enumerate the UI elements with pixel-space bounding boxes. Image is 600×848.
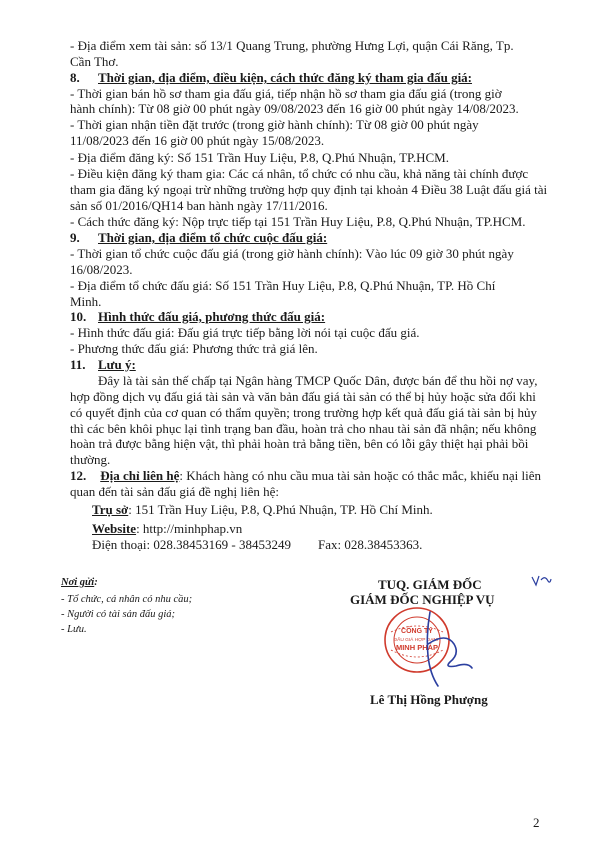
item8-line: - Điều kiện đăng ký tham gia: Các cá nhân, tổ chức có nhu cầu, khả năng tài chính được: [70, 166, 529, 181]
recipient-item: - Lưu.: [61, 624, 87, 635]
item12-line-1: [70, 468, 541, 484]
item11-line: thường.: [70, 452, 111, 467]
signature-mark: [416, 604, 476, 694]
item12-text-2: quan đến tài sản đấu giá đề nghị liên hệ:: [70, 484, 280, 499]
item7-line-2: Cần Thơ.: [70, 54, 119, 69]
seal-line-2: ĐẤU GIÁ HỢP DANH: [393, 638, 441, 643]
seal-line-1: CÔNG TY: [401, 628, 433, 635]
item7-line-1: - Địa điểm xem tài sản: số 13/1 Quang Trung, phường Hưng Lợi, quận Cái Răng, Tp.: [70, 38, 514, 53]
recipients-title-colon: :: [94, 577, 98, 588]
item12-number: 12.: [70, 468, 87, 483]
seal-line-3: MINH PHÁP: [395, 643, 439, 652]
item10-line: - Hình thức đấu giá: Đấu giá trực tiếp bằng lời nói tại cuộc đấu giá.: [70, 325, 420, 340]
item8-line: - Thời gian bán hồ sơ tham gia đấu giá, tiếp nhận hồ sơ tham gia đấu giá (trong giờ: [70, 86, 502, 101]
item12-heading: Địa chỉ liên hệ: [100, 468, 180, 483]
item8-line: tham gia đăng ký ngoại trừ những trường hợp quy định tại khoản 4 Điều 38 Luật đấu giá tài: [70, 182, 548, 197]
item11-line: thì các bên khôi phục lại tình trạng ban đầu, hoàn trả cho nhau tài sản đã nhận; nếu không: [70, 421, 537, 436]
office-line: [92, 502, 433, 518]
item10-number: 10.: [70, 309, 87, 324]
website-line: [92, 521, 242, 537]
item9-number: 9.: [70, 230, 80, 245]
recipients-title: [61, 576, 98, 589]
office-label: Trụ sở: [92, 502, 129, 517]
item11-number: 11.: [70, 357, 86, 372]
item11-line: hợp đồng dịch vụ đấu giá tài sản và văn bản đấu giá tài sản có thể bị hủy hoặc sửa đổi khi: [70, 389, 536, 404]
item11-line: hoàn trả được bằng hiện vật, thì phải hoàn trả bằng tiền, bên có lỗi gây thiệt hại phải bồi: [70, 436, 529, 451]
page-number: 2: [533, 815, 540, 830]
item9-line: 16/08/2023.: [70, 262, 133, 277]
item8-line: - Cách thức đăng ký: Nộp trực tiếp tại 151 Trần Huy Liệu, P.8, Q.Phú Nhuận, TP.HCM.: [70, 214, 526, 229]
item8-line: hành chính): Từ 08 giờ 00 phút ngày 09/08/2023 đến 16 giờ 00 phút ngày 14/08/2023.: [70, 101, 519, 116]
signer-name: Lê Thị Hồng Phượng: [370, 692, 488, 707]
item8-line: 11/08/2023 đến 16 giờ 00 phút ngày 15/08/2023.: [70, 133, 325, 148]
item8-line: - Thời gian nhận tiền đặt trước (trong giờ hành chính): Từ 08 giờ 00 phút ngày: [70, 117, 479, 132]
fax: Fax: 028.38453363.: [318, 537, 423, 552]
recipient-item: - Tổ chức, cá nhân có nhu cầu;: [61, 594, 193, 605]
website-value[interactable]: : http://minhphap.vn: [136, 521, 243, 536]
phone: Điện thoại: 028.38453169 - 38453249: [92, 537, 291, 552]
recipient-item: - Người có tài sản đấu giá;: [61, 609, 175, 620]
item11-heading: Lưu ý:: [98, 357, 136, 372]
item9-line: - Thời gian tổ chức cuộc đấu giá (trong giờ hành chính): Vào lúc 09 giờ 30 phút ngày: [70, 246, 514, 261]
website-label: Website: [92, 521, 137, 536]
item8-line: - Địa điểm đăng ký: Số 151 Trần Huy Liệu, P.8, Q.Phú Nhuận, TP.HCM.: [70, 150, 449, 165]
item8-number: 8.: [70, 70, 80, 85]
item9-line: - Địa điểm tổ chức đấu giá: Số 151 Trần Huy Liệu, P.8, Q.Phú Nhuận, TP. Hồ Chí: [70, 278, 496, 293]
item10-line: - Phương thức đấu giá: Phương thức trả giá lên.: [70, 341, 318, 356]
item10-heading: Hình thức đấu giá, phương thức đấu giá:: [98, 309, 326, 324]
item11-line: có quyết định của cơ quan có thẩm quyền; trong trường hợp kết quả đấu giá tài sản bị hủy: [70, 405, 538, 420]
item9-line: Minh.: [70, 294, 102, 309]
signature-title-1: TUQ. GIÁM ĐỐC: [378, 577, 482, 592]
initials-mark: [530, 573, 552, 587]
item8-heading: Thời gian, địa điểm, điều kiện, cách thức đăng ký tham gia đấu giá:: [98, 70, 473, 85]
signature-title-2: GIÁM ĐỐC NGHIỆP VỤ: [350, 592, 495, 607]
office-value: : 151 Trần Huy Liệu, P.8, Q.Phú Nhuận, TP. Hồ Chí Minh.: [128, 502, 433, 517]
item9-heading: Thời gian, địa điểm tổ chức cuộc đấu giá:: [98, 230, 328, 245]
item12-text-1: : Khách hàng có nhu cầu mua tài sản hoặc có thắc mắc, khiếu nại liên: [179, 468, 542, 483]
recipients-title-text: Nơi gửi: [61, 577, 95, 588]
item11-line: Đây là tài sản thế chấp tại Ngân hàng TMCP Quốc Dân, được bán để thu hồi nợ vay,: [98, 373, 538, 388]
item8-line: sản số 01/2016/QH14 ban hành ngày 17/11/2016.: [70, 198, 328, 213]
